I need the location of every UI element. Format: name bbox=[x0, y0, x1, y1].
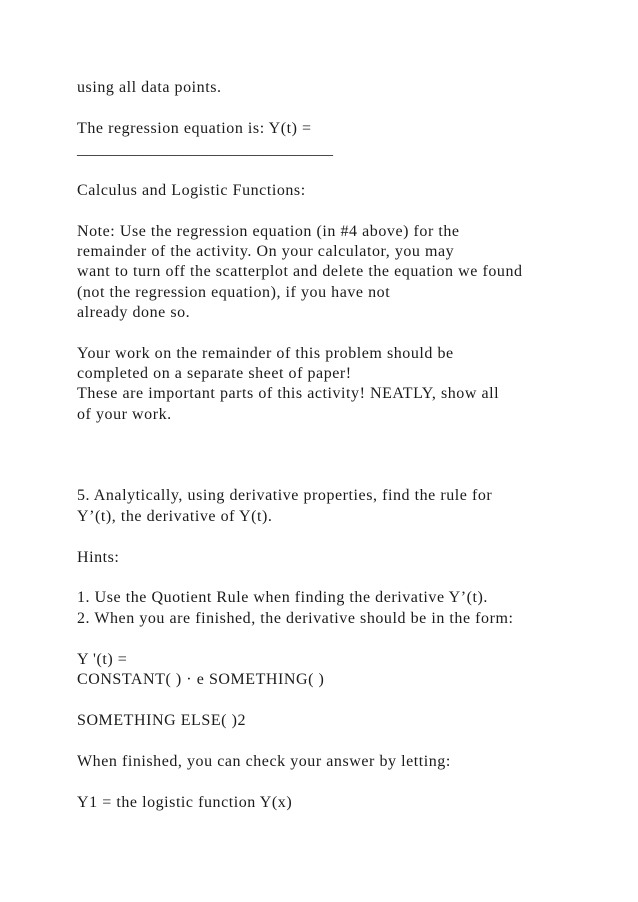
hint-2: 2. When you are finished, the derivative should be in the form: bbox=[77, 610, 514, 627]
note-line-2: remainder of the activity. On your calculator, you may bbox=[77, 243, 455, 260]
derivative-form-line-2: CONSTANT( ) · e SOMETHING( ) bbox=[77, 671, 325, 688]
hints-heading: Hints: bbox=[77, 549, 120, 566]
hint-1: 1. Use the Quotient Rule when finding the derivative Y’(t). bbox=[77, 589, 488, 606]
text-line-regression-equation: The regression equation is: Y(t) = bbox=[77, 120, 312, 137]
text-line-data-points: using all data points. bbox=[77, 79, 222, 96]
derivative-form-denominator: SOMETHING ELSE( )2 bbox=[77, 712, 246, 729]
y1-definition-line: Y1 = the logistic function Y(x) bbox=[77, 794, 293, 811]
note-line-4: (not the regression equation), if you have not bbox=[77, 284, 391, 301]
instruction-line-3: These are important parts of this activity! NEATLY, show all bbox=[77, 385, 500, 402]
check-answer-line: When finished, you can check your answer by letting: bbox=[77, 753, 451, 770]
instruction-line-1: Your work on the remainder of this problem should be bbox=[77, 345, 454, 362]
instruction-line-4: of your work. bbox=[77, 406, 172, 423]
question-5-line-1: 5. Analytically, using derivative properties, find the rule for bbox=[77, 487, 493, 504]
note-line-5: already done so. bbox=[77, 304, 191, 321]
note-line-3: want to turn off the scatterplot and delete the equation we found bbox=[77, 263, 523, 280]
section-heading-calculus: Calculus and Logistic Functions: bbox=[77, 182, 306, 199]
answer-blank-line: ________________________________ bbox=[77, 141, 333, 158]
instruction-line-2: completed on a separate sheet of paper! bbox=[77, 365, 352, 382]
question-5-line-2: Y’(t), the derivative of Y(t). bbox=[77, 508, 273, 525]
derivative-form-line-1: Y '(t) = bbox=[77, 651, 128, 668]
note-line-1: Note: Use the regression equation (in #4 above) for the bbox=[77, 223, 460, 240]
